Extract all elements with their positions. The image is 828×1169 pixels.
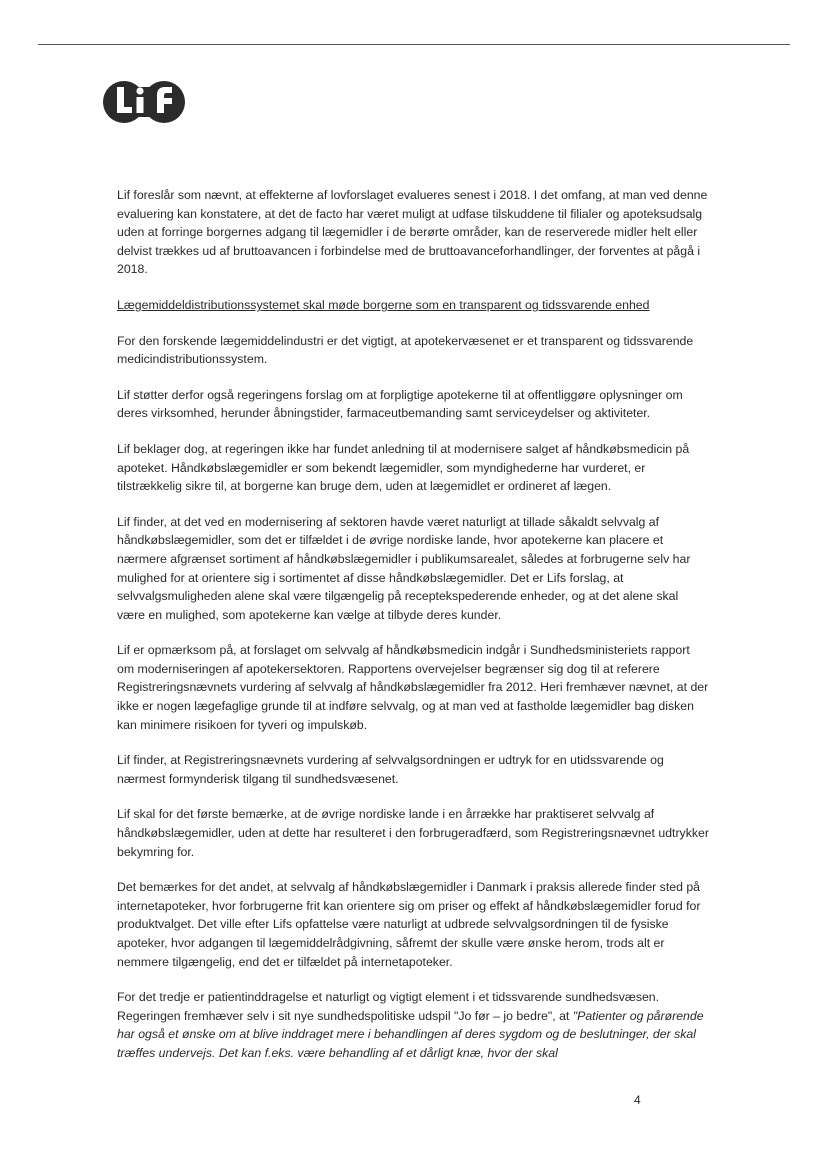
lif-logo [102,78,190,126]
letter-body [117,186,709,1080]
paragraph-9: Det bemærkes for det andet, at selvvalg af håndkøbslægemidler i Danmark i praksis allerede finder sted på internetapoteker, hvor forbrugerne frit kan orientere sig om priser og effekt af håndkøbslægemidler forud for produktvalget. Det ville efter Lifs opfattelse være naturligt at udbrede selvvalgsordningen til de fysiske apoteker, hvor adgangen til lægemiddelrådgivning, såfremt der skulle være ønske herom, trods alt er nemmere tilgængelig, end det er tilfældet på internetapoteker. [117,880,701,969]
paragraph-5: Lif finder, at det ved en modernisering af sektoren havde været naturligt at tillade såkaldt selvvalg af håndkøbslægemidler, som det er tilfældet i de øvrige nordiske lande, hvor apotekerne kan placere et nærmere afgrænset sortiment af håndkøbslægemidler i publikumsarealet, således at forbrugerne selv har mulighed for at orientere sig i sortimentet af disse håndkøbslægemidler. Det er Lifs forslag, at selvvalgsmuligheden alene skal være tilgængelig på receptekspederende enheder, og at det alene skal være en mulighed, som apotekerne kan vælge at tilbyde deres kunder. [117,514,691,622]
paragraph-6: Lif er opmærksom på, at forslaget om selvvalg af håndkøbsmedicin indgår i Sundhedsministeriets rapport om moderniseringen af apotekersektoren. Rapportens overvejelser begrænser sig dog til at referere Registreringsnævnets vurdering af selvvalg af håndkøbslægemidler fra 2012. Heri fremhæver nævnet, at der ikke er nogen lægefaglige grunde til at indføre selvvalg, og at man ved at fastholde lægemidler bag disken kan minimere risikoen for tyveri og impulskøb. [117,643,709,732]
logo-bridge [132,87,156,117]
paragraph-2: For den forskende lægemiddelindustri er det vigtigt, at apotekervæsenet er et transparent og tidssvarende medicindistributionssystem. [117,333,694,367]
logo-letter-i-dot [136,87,143,94]
paragraph-4: Lif beklager dog, at regeringen ikke har fundet anledning til at modernisere salget af håndkøbsmedicin på apoteket. Håndkøbslægemidler er som bekendt lægemidler, som myndighederne har vurderet, er tilstrækkelig sikre til, at borgerne kan bruge dem, uden at lægemidlet er ordineret af lægen. [117,441,690,494]
paragraph-8: Lif skal for det første bemærke, at de øvrige nordiske lande i en årrække har praktiseret selvvalg af håndkøbslægemidler, uden at dette har resulteret i den forbrugeradfærd, som Registreringsnævnet udtrykker bekymring for. [117,807,709,859]
lif-logo-icon [102,78,190,126]
paragraph-10-quote: "Patienter og pårørende har også et ønske om at blive inddraget mere i behandlingen af deres sygdom og de beslutninger, der skal træffes undervejs. Det kan f.eks. være behandling af et dårligt knæ, hvor der skal [117,1008,704,1060]
logo-letter-i [137,97,144,113]
paragraph-3: Lif støtter derfor også regeringens forslag om at forpligtige apotekerne til at offentliggøre oplysninger om deres virksomhed, herunder åbningstider, farmaceutbemanding samt serviceydelser og aktiviteter. [117,387,683,421]
paragraph-1: Lif foreslår som nævnt, at effekterne af lovforslaget evalueres senest i 2018. I det omfang, at man ved denne evaluering kan konstatere, at det de facto har været muligt at udfase tilskuddene til filialer og apoteksudsalg uden at forringe borgernes adgang til lægemidler i de berørte områder, kan de reserverede midler helt eller delvist trækkes ud af bruttoavancen i forbindelse med de bruttoavanceforhandlinger, der forventes at pågå i 2018. [117,188,708,277]
logo-letter-l-foot [117,107,132,113]
page-number: 4 [634,1093,641,1107]
paragraph-10 [117,988,709,1062]
paragraph-10-text: For det tredje er patientinddragelse et naturligt og vigtigt element i et tidssvarende sundhedsvæsen. Regeringen fremhæver selv i sit nye sundhedspolitiske udspil "Jo før – jo bedre", at [117,990,660,1023]
section-heading: Lægemiddeldistributionssystemet skal møde borgerne som en transparent og tidssvarende enhed [117,297,650,312]
top-rule [38,44,790,45]
paragraph-7: Lif finder, at Registreringsnævnets vurdering af selvvalgsordningen er udtryk for en utidssvarende og nærmest formynderisk tilgang til sundhedsvæsenet. [117,753,664,786]
